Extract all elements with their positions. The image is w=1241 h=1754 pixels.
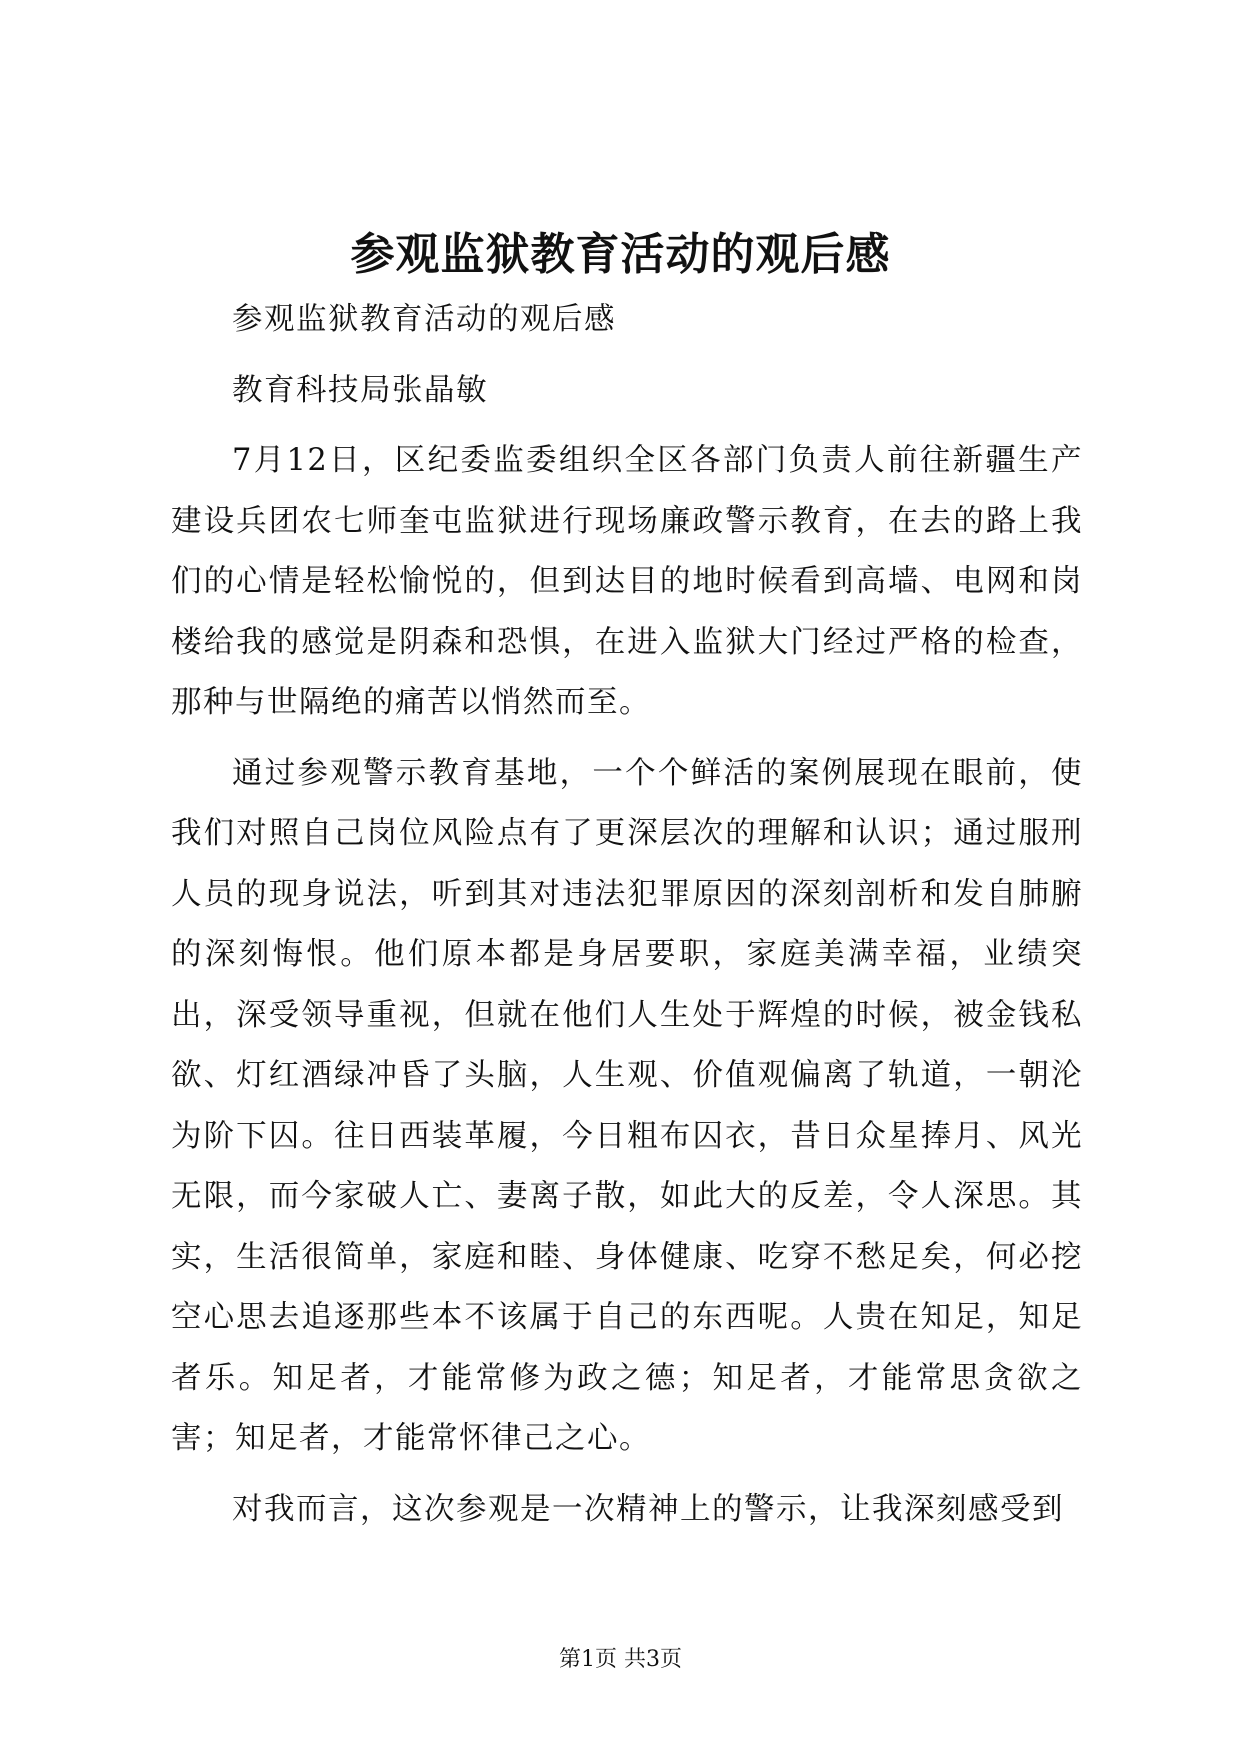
body-paragraph: 7月12日，区纪委监委组织全区各部门负责人前往新疆生产建设兵团农七师奎屯监狱进行现场廉政警示教育，在去的路上我们的心情是轻松愉悦的，但到达目的地时候看到高墙、电网和岗楼给我的感觉是阴森和恐惧，在进入监狱大门经过严格的检查，那种与世隔绝的痛苦以悄然而至。 (171, 443, 1083, 720)
body-paragraph: 通过参观警示教育基地，一个个鲜活的案例展现在眼前，使我们对照自己岗位风险点有了更深层次的理解和认识；通过服刑人员的现身说法，听到其对违法犯罪原因的深刻剖析和发自肺腑的深刻悔恨。他们原本都是身居要职，家庭美满幸福，业绩突出，深受领导重视，但就在他们人生处于辉煌的时候，被金钱私欲、灯红酒绿冲昏了头脑，人生观、价值观偏离了轨道，一朝沦为阶下囚。往日西装革履，今日粗布囚衣，昔日众星捧月、风光无限，而今家破人亡、妻离子散，如此大的反差，令人深思。其实，生活很简单，家庭和睦、身体健康、吃穿不愁足矣，何必挖空心思去追逐那些本不该属于自己的东西呢。人贵在知足，知足者乐。知足者，才能常修为政之德；知足者，才能常思贪欲之害；知足者，才能常怀律己之心。 (171, 755, 1083, 1456)
document-body (171, 290, 1083, 1550)
body-paragraph: 对我而言，这次参观是一次精神上的警示，让我深刻感受到 (232, 1491, 1064, 1527)
subtitle-paragraph: 参观监狱教育活动的观后感 (232, 302, 616, 337)
page-footer: 第1页 共3页 (559, 1647, 682, 1672)
document-title: 参观监狱教育活动的观后感 (350, 229, 891, 280)
author-paragraph: 教育科技局张晶敏 (232, 372, 488, 408)
